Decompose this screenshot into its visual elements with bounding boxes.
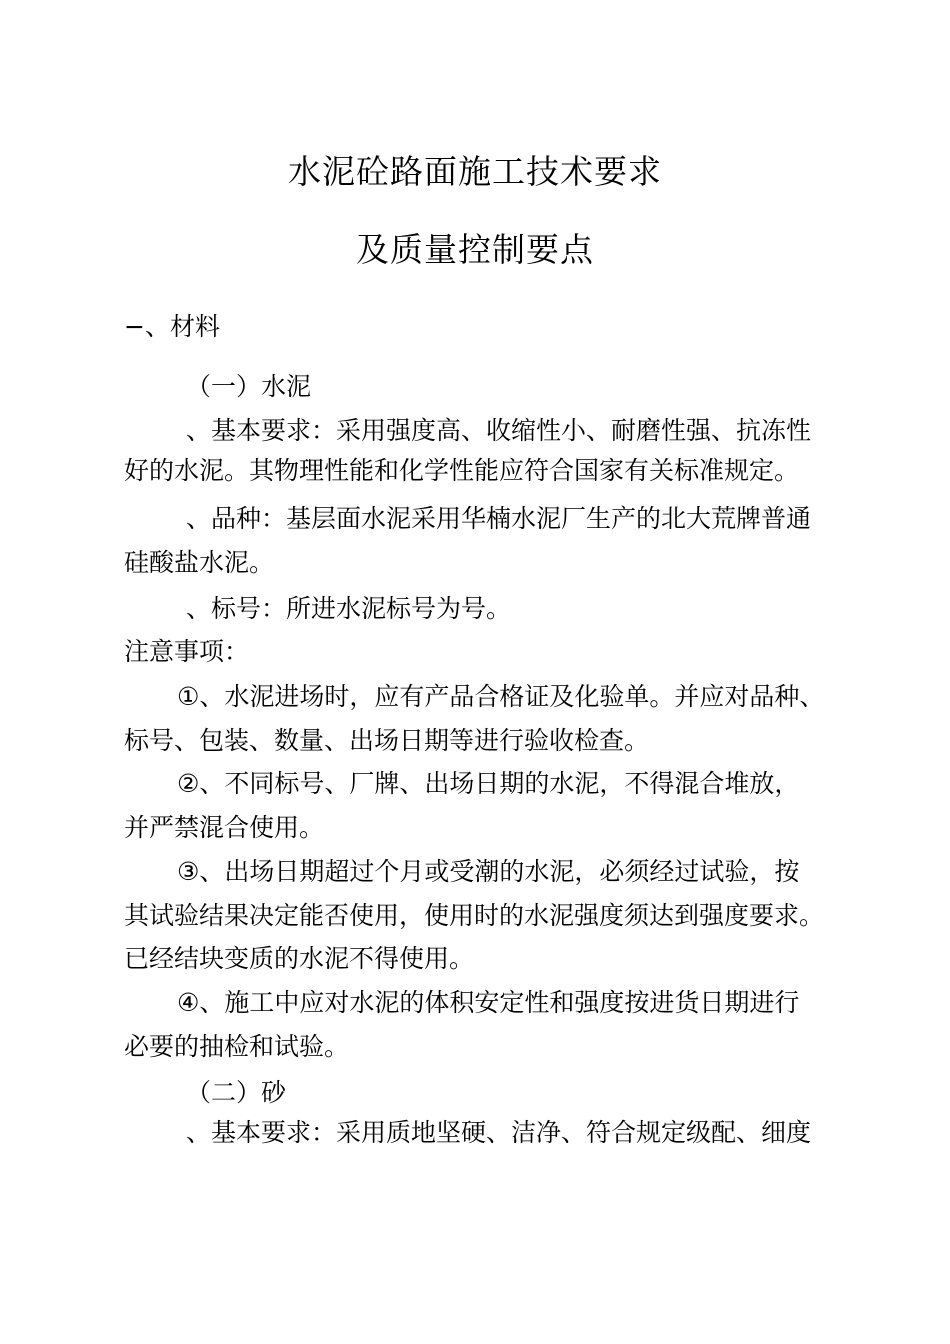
notes-heading: 注意事项： xyxy=(124,637,250,666)
subsection-heading: （二）砂 xyxy=(186,1078,287,1107)
paragraph-line: 、基本要求：采用强度高、收缩性小、耐磨性强、抗冻性 xyxy=(186,416,812,445)
note-item: ④、施工中应对水泥的体积安定性和强度按进货日期进行 xyxy=(177,988,800,1017)
note-item: ③、出场日期超过个月或受潮的水泥，必须经过试验，按 xyxy=(177,857,800,886)
note-item: 已经结块变质的水泥不得使用。 xyxy=(124,944,475,973)
note-item: 标号、包装、数量、出场日期等进行验收检查。 xyxy=(124,726,650,755)
paragraph-line: 好的水泥。其物理性能和化学性能应符合国家有关标准规定。 xyxy=(124,456,800,485)
note-item: 必要的抽检和试验。 xyxy=(124,1032,350,1061)
paragraph-line: 、标号：所进水泥标号为号。 xyxy=(186,594,512,623)
note-item: 并严禁混合使用。 xyxy=(124,813,325,842)
section-heading: −、材料 xyxy=(124,312,220,341)
note-item: ①、水泥进场时，应有产品合格证及化验单。并应对品种、 xyxy=(177,682,825,711)
note-item: ②、不同标号、厂牌、出场日期的水泥，不得混合堆放， xyxy=(177,769,800,798)
paragraph-line: 硅酸盐水泥。 xyxy=(124,548,275,577)
paragraph-line: 、基本要求：采用质地坚硬、洁净、符合规定级配、细度 xyxy=(186,1118,812,1147)
note-item: 其试验结果决定能否使用，使用时的水泥强度须达到强度要求。 xyxy=(124,901,825,930)
title-line-2: 及质量控制要点 xyxy=(356,230,594,269)
title-line-1: 水泥砼路面施工技术要求 xyxy=(288,152,662,191)
paragraph-line: 、品种：基层面水泥采用华楠水泥厂生产的北大荒牌普通 xyxy=(186,504,812,533)
subsection-heading: （一）水泥 xyxy=(186,372,312,401)
